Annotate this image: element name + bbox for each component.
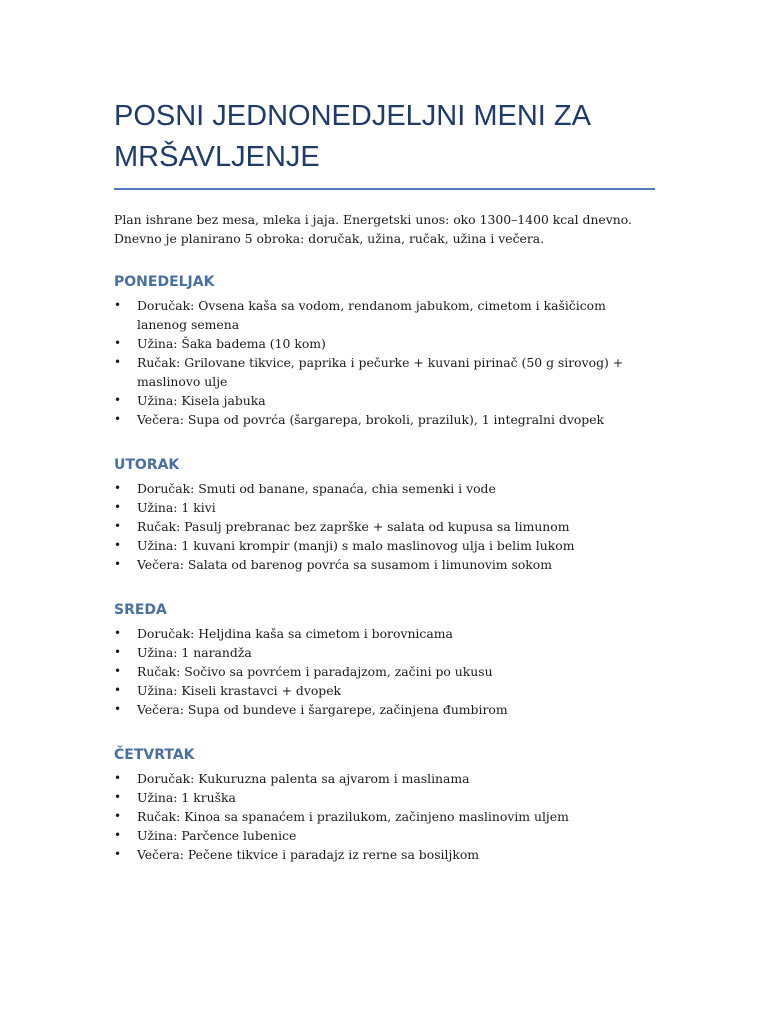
- meal-text: Doručak: Smuti od banane, spanaća, chia semenki i vode: [137, 481, 496, 496]
- meal-item: [114, 624, 654, 643]
- bullet-icon: •: [114, 645, 122, 659]
- bullet-icon: •: [114, 519, 122, 533]
- meal-text: Večera: Supa od bundeve i šargarepe, začinjena đumbirom: [137, 702, 508, 717]
- bullet-icon: •: [114, 538, 122, 552]
- meal-text: Doručak: Kukuruzna palenta sa ajvarom i maslinama: [137, 771, 470, 786]
- meal-text: Užina: Kisela jabuka: [137, 393, 266, 408]
- day-heading: UTORAK: [114, 457, 180, 473]
- meal-item: [114, 845, 654, 864]
- days-container: [114, 272, 654, 864]
- meal-text: Doručak: Heljdina kaša sa cimetom i borovnicama: [137, 626, 453, 641]
- meal-list: [114, 769, 654, 864]
- meal-text: Užina: 1 kruška: [137, 790, 236, 805]
- bullet-icon: •: [114, 809, 122, 823]
- meal-item: [114, 700, 654, 719]
- bullet-icon: •: [114, 336, 122, 350]
- bullet-icon: •: [114, 298, 122, 312]
- meal-list: [114, 296, 654, 429]
- bullet-icon: •: [114, 847, 122, 861]
- bullet-icon: •: [114, 393, 122, 407]
- meal-text: Ručak: Grilovane tikvice, paprika i pečurke + kuvani pirinač (50 g sirovog) + maslinovo ulje: [137, 355, 624, 389]
- meal-text: Doručak: Ovsena kaša sa vodom, rendanom jabukom, cimetom i kašičicom lanenog semena: [137, 298, 606, 332]
- bullet-icon: •: [114, 828, 122, 842]
- bullet-icon: •: [114, 557, 122, 571]
- title-underline: [114, 188, 655, 190]
- day-section: [114, 745, 654, 864]
- meal-item: [114, 662, 654, 681]
- intro-paragraph: Plan ishrane bez mesa, mleka i jaja. Energetski unos: oko 1300–1400 kcal dnevno. Dnevno je planirano 5 obroka: doručak, užina, ručak, užina i večera.: [114, 212, 632, 246]
- meal-item: [114, 643, 654, 662]
- bullet-icon: •: [114, 683, 122, 697]
- bullet-icon: •: [114, 626, 122, 640]
- day-heading: PONEDELJAK: [114, 274, 215, 290]
- meal-item: [114, 769, 654, 788]
- meal-text: Ručak: Sočivo sa povrćem i paradajzom, začini po ukusu: [137, 664, 493, 679]
- meal-item: [114, 334, 654, 353]
- meal-item: [114, 788, 654, 807]
- meal-item: [114, 681, 654, 700]
- bullet-icon: •: [114, 664, 122, 678]
- bullet-icon: •: [114, 412, 122, 426]
- meal-text: Užina: Parčence lubenice: [137, 828, 297, 843]
- day-section: [114, 272, 654, 429]
- bullet-icon: •: [114, 481, 122, 495]
- day-section: [114, 600, 654, 719]
- meal-text: Večera: Pečene tikvice i paradajz iz rerne sa bosiljkom: [137, 847, 480, 862]
- document-title: POSNI JEDNONEDJELJNI MENI ZA MRŠAVLJENJE: [114, 100, 590, 173]
- meal-text: Užina: Kiseli krastavci + dvopek: [137, 683, 342, 698]
- meal-text: Večera: Supa od povrća (šargarepa, brokoli, praziluk), 1 integralni dvopek: [137, 412, 605, 427]
- meal-list: [114, 479, 654, 574]
- bullet-icon: •: [114, 702, 122, 716]
- meal-list: [114, 624, 654, 719]
- meal-item: [114, 555, 654, 574]
- meal-text: Večera: Salata od barenog povrća sa susamom i limunovim sokom: [137, 557, 553, 572]
- bullet-icon: •: [114, 771, 122, 785]
- meal-text: Ručak: Kinoa sa spanaćem i prazilukom, začinjeno maslinovim uljem: [137, 809, 569, 824]
- document-page: [114, 96, 654, 864]
- meal-text: Užina: 1 kivi: [137, 500, 216, 515]
- day-heading: ČETVRTAK: [114, 747, 195, 763]
- meal-item: [114, 296, 654, 334]
- bullet-icon: •: [114, 790, 122, 804]
- meal-text: Užina: Šaka badema (10 kom): [137, 336, 326, 351]
- day-section: [114, 455, 654, 574]
- bullet-icon: •: [114, 355, 122, 369]
- meal-item: [114, 826, 654, 845]
- bullet-icon: •: [114, 500, 122, 514]
- day-heading: SREDA: [114, 602, 167, 618]
- meal-item: [114, 807, 654, 826]
- meal-item: [114, 353, 654, 391]
- meal-item: [114, 517, 654, 536]
- meal-item: [114, 410, 654, 429]
- meal-text: Užina: 1 narandža: [137, 645, 252, 660]
- meal-item: [114, 536, 654, 555]
- meal-text: Užina: 1 kuvani krompir (manji) s malo maslinovog ulja i belim lukom: [137, 538, 575, 553]
- meal-text: Ručak: Pasulj prebranac bez zaprške + salata od kupusa sa limunom: [137, 519, 570, 534]
- meal-item: [114, 391, 654, 410]
- meal-item: [114, 479, 654, 498]
- meal-item: [114, 498, 654, 517]
